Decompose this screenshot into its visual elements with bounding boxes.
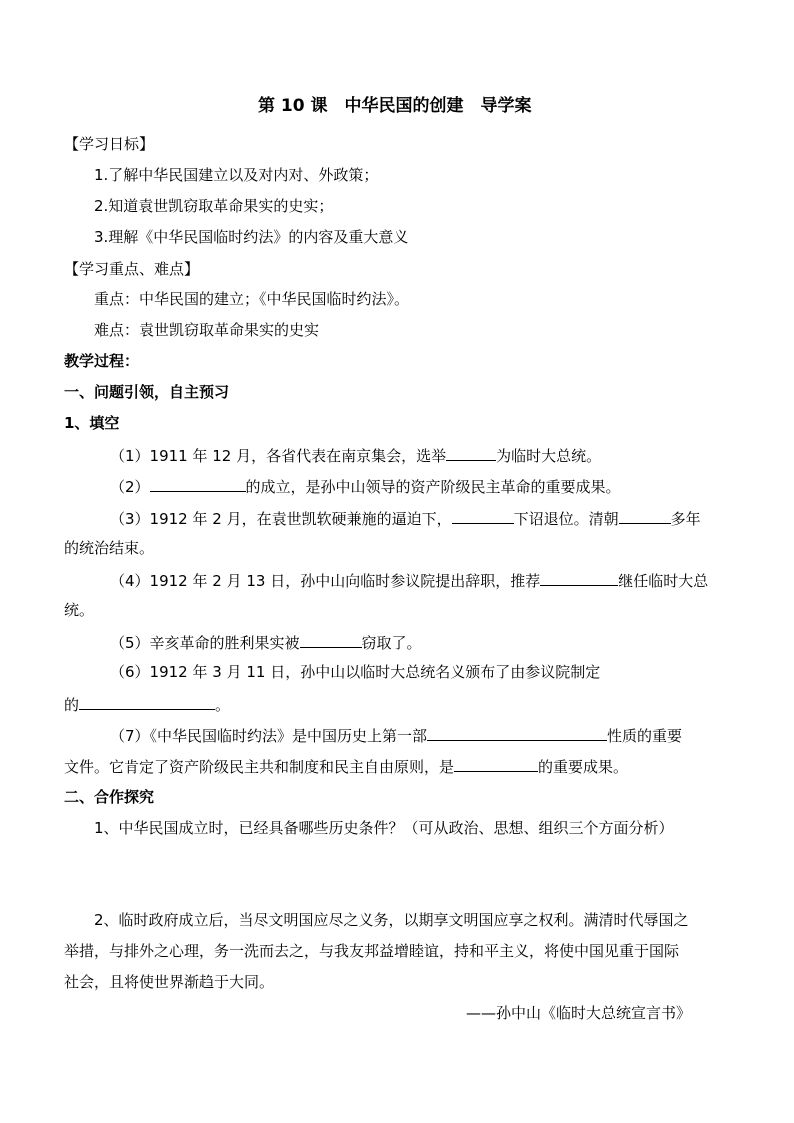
fill-question-6: （6）1912 年 3 月 11 日，孙中山以临时大总统名义颁布了由参议院制定 bbox=[110, 663, 601, 681]
q1-text-b: 为临时大总统。 bbox=[496, 447, 602, 465]
q3-text-a: （3）1912 年 2 月，在袁世凯软硬兼施的逼迫下， bbox=[110, 510, 452, 528]
objective-item: 2.知道袁世凯窃取革命果实的史实； bbox=[94, 197, 334, 215]
coop-question-2-line-1: 2、临时政府成立后，当尽文明国应尽之义务，以期享文明国应享之权利。满清时代辱国之 bbox=[94, 911, 689, 929]
q3-text-c: 多年 bbox=[670, 510, 701, 528]
fill-question-1 bbox=[110, 444, 601, 466]
objectives-header: 【学习日标】 bbox=[64, 135, 155, 153]
section2-header: 二、合作探究 bbox=[64, 788, 155, 806]
fill-question-3 bbox=[110, 507, 701, 529]
q6-text-b: 的 bbox=[64, 696, 80, 714]
q5-text-a: （5）辛亥革命的胜利果实被 bbox=[110, 634, 300, 652]
fill-question-5 bbox=[110, 631, 422, 653]
q7-text-d: 的重要成果。 bbox=[538, 758, 629, 776]
key-point: 重点：中华民国的建立；《中华民国临时约法》。 bbox=[94, 290, 410, 308]
coop-question-2-line-3: 社会，且将使世界渐趋于大同。 bbox=[64, 973, 275, 991]
fill-header: 1、填空 bbox=[64, 414, 120, 432]
q3-text-b: 下诏退位。清朝 bbox=[513, 510, 619, 528]
q4-text-b: 继任临时大总 bbox=[618, 572, 709, 590]
q7-blank-2[interactable] bbox=[454, 755, 538, 772]
q5-text-b: 窃取了。 bbox=[361, 634, 422, 652]
q5-blank[interactable] bbox=[300, 631, 362, 648]
q7-text-c: 文件。它肯定了资产阶级民主共和制度和民主自由原则，是 bbox=[64, 758, 455, 776]
q6-text-c: 。 bbox=[215, 696, 231, 714]
q3-blank-1[interactable] bbox=[452, 507, 514, 524]
fill-question-4 bbox=[110, 569, 708, 591]
q2-blank[interactable] bbox=[150, 475, 246, 492]
q7-blank-1[interactable] bbox=[427, 724, 607, 741]
objective-item: 1.了解中华民国建立以及对内对、外政策； bbox=[94, 166, 379, 184]
objective-item: 3.理解《中华民国临时约法》的内容及重大意义 bbox=[94, 228, 409, 246]
q4-text-a: （4）1912 年 2 月 13 日，孙中山向临时参议院提出辞职，推荐 bbox=[110, 572, 541, 590]
fill-question-3-cont: 的统治结束。 bbox=[64, 539, 155, 557]
q1-blank[interactable] bbox=[446, 444, 496, 461]
q6-blank[interactable] bbox=[79, 693, 215, 710]
fill-question-7-cont bbox=[64, 755, 628, 777]
q2-text-a: （2） bbox=[110, 478, 150, 496]
keypoints-header: 【学习重点、难点】 bbox=[64, 260, 200, 278]
q7-text-b: 性质的重要 bbox=[607, 727, 683, 745]
fill-question-4-cont: 统。 bbox=[64, 601, 95, 619]
q3-blank-2[interactable] bbox=[619, 507, 671, 524]
coop-question-1: 1、中华民国成立时，已经具备哪些历史条件？（可从政治、思想、组织三个方面分析） bbox=[94, 819, 674, 837]
fill-question-2 bbox=[110, 475, 621, 497]
fill-question-7 bbox=[110, 724, 682, 746]
section1-header: 一、问题引领，自主预习 bbox=[64, 383, 230, 401]
difficult-point: 难点：袁世凯窃取革命果实的史实 bbox=[94, 321, 320, 339]
q1-text-a: （1）1911 年 12 月，各省代表在南京集会，选举 bbox=[110, 447, 447, 465]
process-header: 教学过程： bbox=[64, 352, 140, 370]
fill-question-6-cont bbox=[64, 693, 230, 715]
quote-source: ——孙中山《临时大总统宣言书》 bbox=[466, 1004, 692, 1022]
q7-text-a: （7）《中华民国临时约法》是中国历史上第一部 bbox=[110, 727, 428, 745]
q2-text-b: 的成立，是孙中山领导的资产阶级民主革命的重要成果。 bbox=[245, 478, 621, 496]
q4-blank[interactable] bbox=[540, 569, 618, 586]
coop-question-2-line-2: 举措，与排外之心理，务一洗而去之，与我友邦益增睦谊，持和平主义，将使中国见重于国际 bbox=[64, 942, 680, 960]
page-title: 第 10 课 中华民国的创建 导学案 bbox=[258, 96, 532, 116]
